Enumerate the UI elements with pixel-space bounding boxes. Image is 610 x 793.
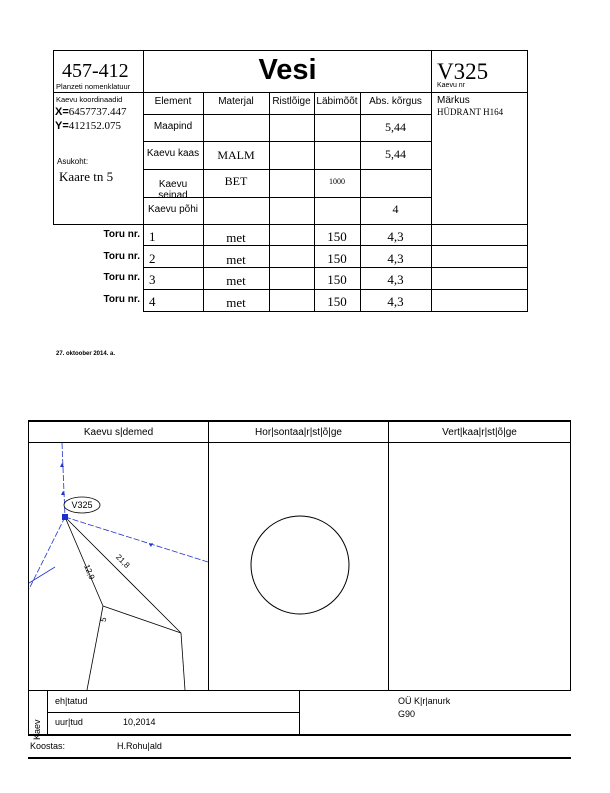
pipe-height: 4,3 <box>387 294 404 309</box>
network-line <box>29 517 65 589</box>
pipe-diameter: 150 <box>327 229 347 244</box>
coord-x: X=6457737.447 <box>55 106 127 118</box>
horizontal-section-sketch <box>209 443 388 690</box>
date-line: 27. oktoober 2014. a. <box>56 351 116 357</box>
col-header-height: Abs. kõrgus <box>369 96 422 107</box>
panel-title-well-connections: Kaevu s|demed <box>83 427 154 438</box>
well-number-label: Kaevu nr <box>437 82 466 89</box>
row-element: Maapind <box>153 121 193 132</box>
pipe-material: met <box>226 252 246 267</box>
row-diameter: 1000 <box>329 177 345 186</box>
location-label: Asukoht: <box>57 157 89 166</box>
compiled-label: Koostas: <box>30 741 66 751</box>
pipe-height: 4,3 <box>387 272 404 287</box>
panel-title-vertical-section: Vert|kaa|r|st|õ|ge <box>442 427 517 438</box>
row-height: 5,44 <box>385 120 406 134</box>
row-material: BET <box>224 174 248 188</box>
location-value: Kaare tn 5 <box>59 169 114 184</box>
row-material: MALM <box>217 148 255 162</box>
pipe-height: 4,3 <box>387 251 404 266</box>
pipe-label: Toru nr. <box>103 229 140 240</box>
done-label: eh|tatud <box>55 696 88 706</box>
building-edge <box>65 517 181 633</box>
pipe-material: met <box>226 273 246 288</box>
company-code: G90 <box>398 709 416 719</box>
pipe-diameter: 150 <box>327 272 347 287</box>
pipe-diameter: 150 <box>327 251 347 266</box>
well-marker <box>62 514 68 520</box>
plan-number-label: Planzeti nomenklatuur <box>56 82 131 91</box>
building-edge <box>103 606 181 633</box>
compiled-by: H.Rohu|ald <box>117 741 162 751</box>
col-header-diameter: Läbimõõt <box>316 96 358 107</box>
coords-label: Kaevu koordinaadid <box>56 95 123 104</box>
building-edge <box>65 517 103 606</box>
row-element: Kaevu kaas <box>146 148 200 159</box>
well-number: V325 <box>437 59 489 84</box>
dimension-label: 12,9 <box>82 563 97 581</box>
pipe-diameter: 150 <box>327 294 347 309</box>
pipe-material: met <box>226 295 246 310</box>
pipe-label: Toru nr. <box>103 251 140 262</box>
building-edge <box>181 633 185 690</box>
network-line <box>29 567 55 583</box>
well-section-circle <box>251 516 349 614</box>
row-element: Kaevu põhi <box>147 204 199 215</box>
page-title: Vesi <box>258 54 317 86</box>
pipe-nr: 3 <box>149 272 156 287</box>
notes-label: Märkus <box>437 95 470 106</box>
row-element: Kaevu seinad <box>158 179 188 201</box>
notes-value: HÜDRANT H164 <box>437 107 504 117</box>
row-height: 4 <box>392 202 399 216</box>
pipe-nr: 1 <box>149 229 156 244</box>
network-line <box>65 517 208 562</box>
pipe-nr: 2 <box>149 251 156 266</box>
dimension-label: 21,8 <box>114 552 132 570</box>
surveyed-date: 10,2014 <box>123 717 156 727</box>
dimension-label: 5 <box>98 616 109 623</box>
col-header-cross: Ristlõige <box>272 96 311 107</box>
row-height: 5,44 <box>385 147 406 161</box>
panel-title-horizontal-section: Hor|sontaa|r|st|õ|ge <box>255 427 342 438</box>
col-header-element: Element <box>154 96 192 107</box>
coord-y: Y=412152.075 <box>55 120 122 132</box>
col-header-material: Materjal <box>218 96 254 107</box>
pipe-label: Toru nr. <box>103 294 140 305</box>
plan-number: 457-412 <box>62 60 129 82</box>
well-label: V325 <box>71 500 93 510</box>
company-name: OÜ K|r|anurk <box>398 696 451 706</box>
well-connections-sketch <box>29 443 208 690</box>
surveyed-label: uur|tud <box>55 717 83 727</box>
pipe-height: 4,3 <box>387 229 404 244</box>
side-label: Kaev <box>32 719 42 740</box>
pipe-material: met <box>226 230 246 245</box>
pipe-nr: 4 <box>149 294 156 309</box>
pipe-label: Toru nr. <box>103 272 140 283</box>
